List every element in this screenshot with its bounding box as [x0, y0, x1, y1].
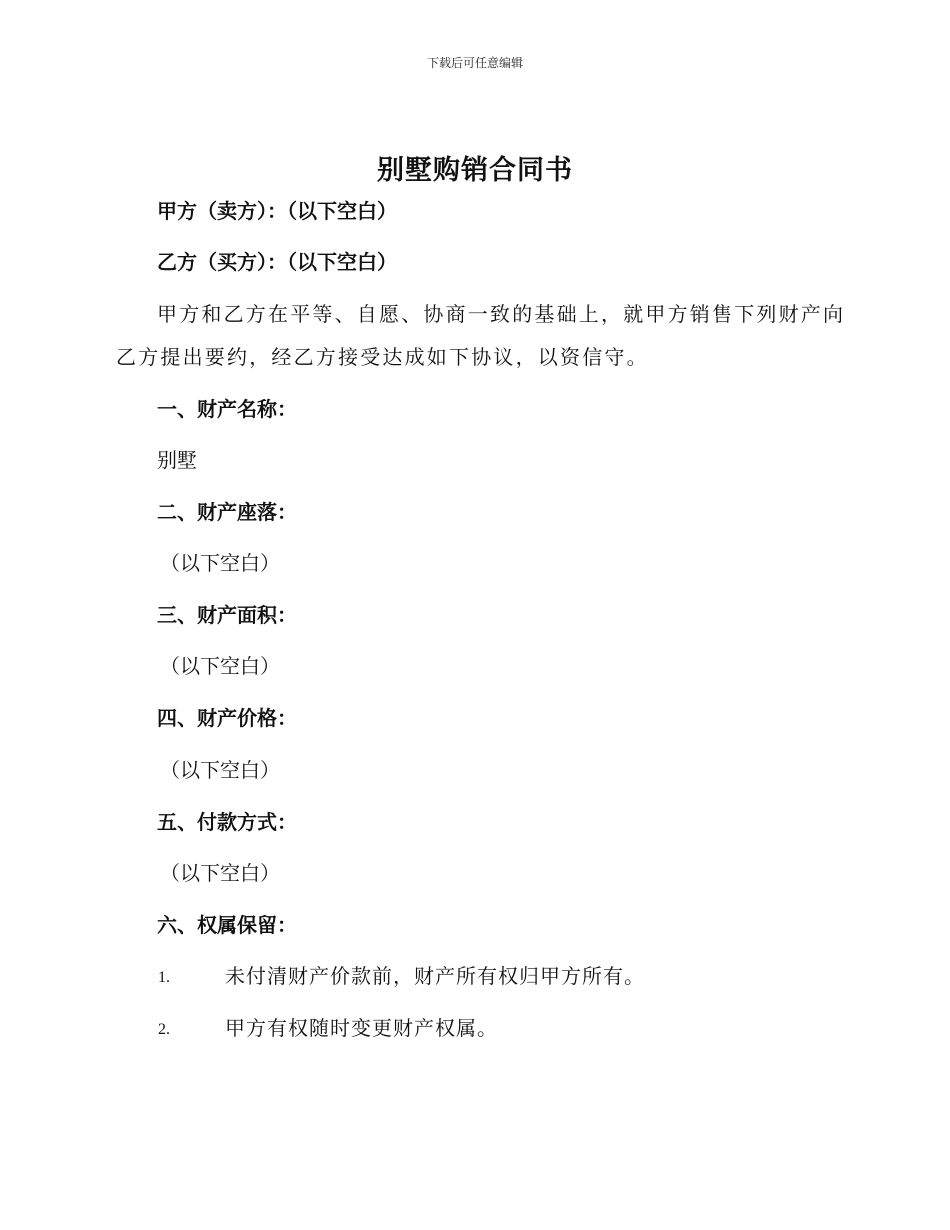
retention-item-number: 1.: [158, 969, 170, 986]
section-heading-location: 二、财产座落：: [157, 500, 297, 524]
intro-line-2: 乙方提出要约，经乙方接受达成如下协议，以资信守。: [116, 345, 649, 369]
intro-line-1: 甲方和乙方在平等、自愿、协商一致的基础上，就甲方销售下列财产向: [157, 302, 846, 326]
section-content-area: （以下空白）: [160, 654, 280, 678]
document-title: 别墅购销合同书: [377, 155, 573, 186]
section-heading-name: 一、财产名称：: [157, 397, 297, 421]
section-content-payment: （以下空白）: [160, 861, 280, 885]
party-a-line: 甲方（卖方）：（以下空白）: [157, 199, 397, 223]
section-content-price: （以下空白）: [160, 758, 280, 782]
retention-item-text: 甲方有权随时变更财产权属。: [225, 1016, 498, 1040]
section-content-location: （以下空白）: [160, 551, 280, 575]
retention-item-number: 2.: [158, 1021, 170, 1038]
section-content-name: 别墅: [157, 448, 197, 472]
party-b-line: 乙方（买方）：（以下空白）: [157, 250, 397, 274]
section-heading-price: 四、财产价格：: [157, 706, 297, 730]
section-heading-retention: 六、权属保留：: [157, 913, 297, 937]
header-note: 下载后可任意编辑: [426, 56, 523, 70]
section-heading-area: 三、财产面积：: [157, 603, 297, 627]
retention-item-text: 未付清财产价款前，财产所有权归甲方所有。: [225, 964, 645, 988]
section-heading-payment: 五、付款方式：: [157, 810, 297, 834]
